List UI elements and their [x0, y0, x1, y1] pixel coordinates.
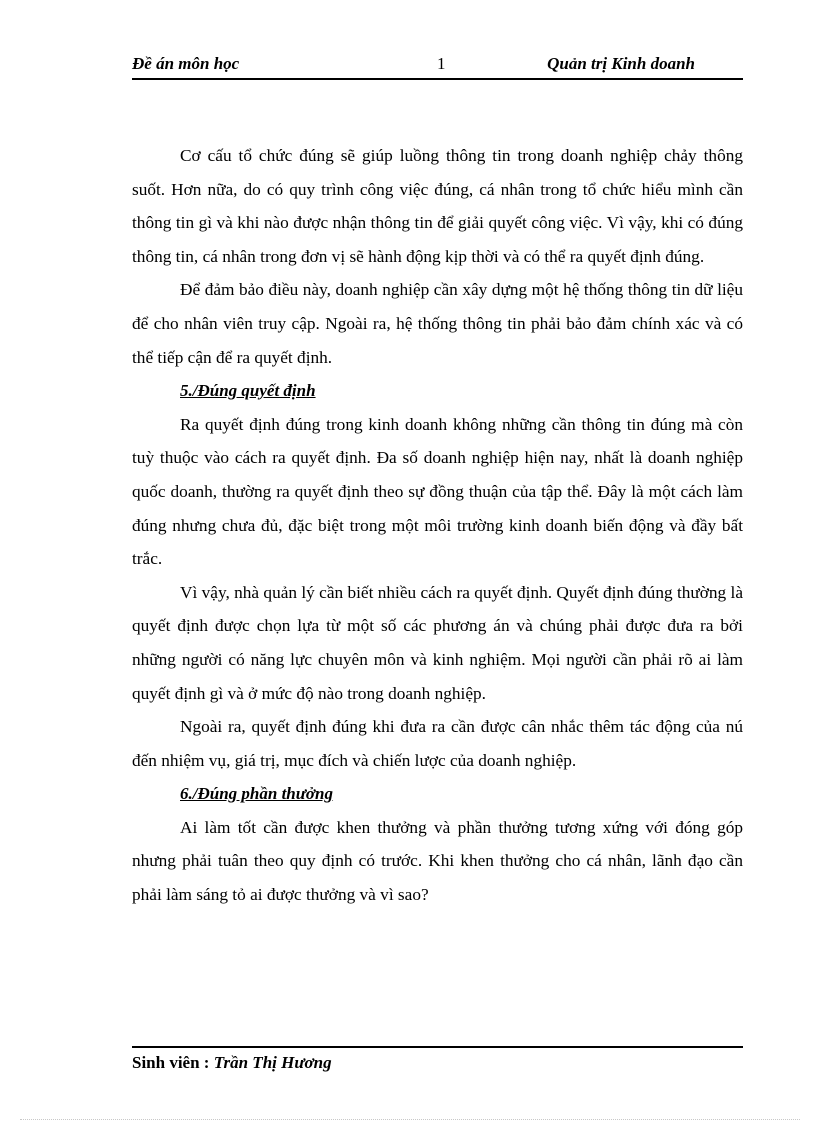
section-heading-5: [132, 374, 743, 408]
section-heading-text: 6./Đúng phần thưởng: [180, 784, 334, 804]
student-name: Trần Thị Hương: [213, 1053, 332, 1072]
page-edge-divider: [20, 1119, 800, 1120]
paragraph: Vì vậy, nhà quản lý cần biết nhiều cách ra quyết định. Quyết định đúng thường là quyết định được chọn lựa từ một số các phương án và chúng phải được đưa ra bởi những người có năng lực chuyên môn và kinh nghiệm. Mọi người cần phải rõ ai làm quyết định gì và ở mức độ nào trong doanh nghiệp.: [132, 582, 743, 703]
page-number: 1: [437, 54, 446, 73]
section-heading-text: 5./Đúng quyết định: [180, 381, 316, 401]
paragraph: Ra quyết định đúng trong kinh doanh không những cần thông tin đúng mà còn tuỳ thuộc vào cách ra quyết định. Đa số doanh nghiệp hiện nay, nhất là doanh nghiệp quốc doanh, thường ra quyết định theo sự đồng thuận của tập thể. Đây là một cách làm đúng nhưng chưa đủ, đặc biệt trong một môi trường kinh doanh biến động và đầy bất trắc.: [132, 414, 743, 569]
paragraph: Để đảm bảo điều này, doanh nghiệp cần xây dựng một hệ thống thông tin dữ liệu để cho nhân viên truy cập. Ngoài ra, hệ thống thông tin phải bảo đảm chính xác và có thể tiếp cận để ra quyết định.: [132, 280, 743, 367]
page-footer: [132, 1046, 743, 1073]
footer-label: Sinh viên :: [132, 1053, 214, 1072]
page-body: [132, 139, 743, 912]
section-heading-6: [132, 777, 743, 811]
header-subject: Quản trị Kinh doanh: [547, 54, 695, 73]
paragraph: Ai làm tốt cần được khen thưởng và phần thưởng tương xứng với đóng góp nhưng phải tuân theo quy định có trước. Khi khen thưởng cho cá nhân, lãnh đạo cần phải làm sáng tỏ ai được thưởng và vì sao?: [132, 817, 743, 905]
page-header: [132, 54, 743, 80]
paragraph: Cơ cấu tổ chức đúng sẽ giúp luồng thông tin trong doanh nghiệp chảy thông suốt. Hơn nữa, do có quy trình công việc đúng, cá nhân trong tổ chức hiểu mình cần thông tin gì và khi nào được nhận thông tin để giải quyết công việc. Vì vậy, khi có đúng thông tin, cá nhân trong đơn vị sẽ hành động kịp thời và có thể ra quyết định đúng.: [132, 146, 743, 266]
header-course-title: Đề án môn học: [132, 54, 240, 73]
paragraph: Ngoài ra, quyết định đúng khi đưa ra cần được cân nhắc thêm tác động của nú đến nhiệm vụ, giá trị, mục đích và chiến lược của doanh nghiệp.: [132, 717, 743, 770]
